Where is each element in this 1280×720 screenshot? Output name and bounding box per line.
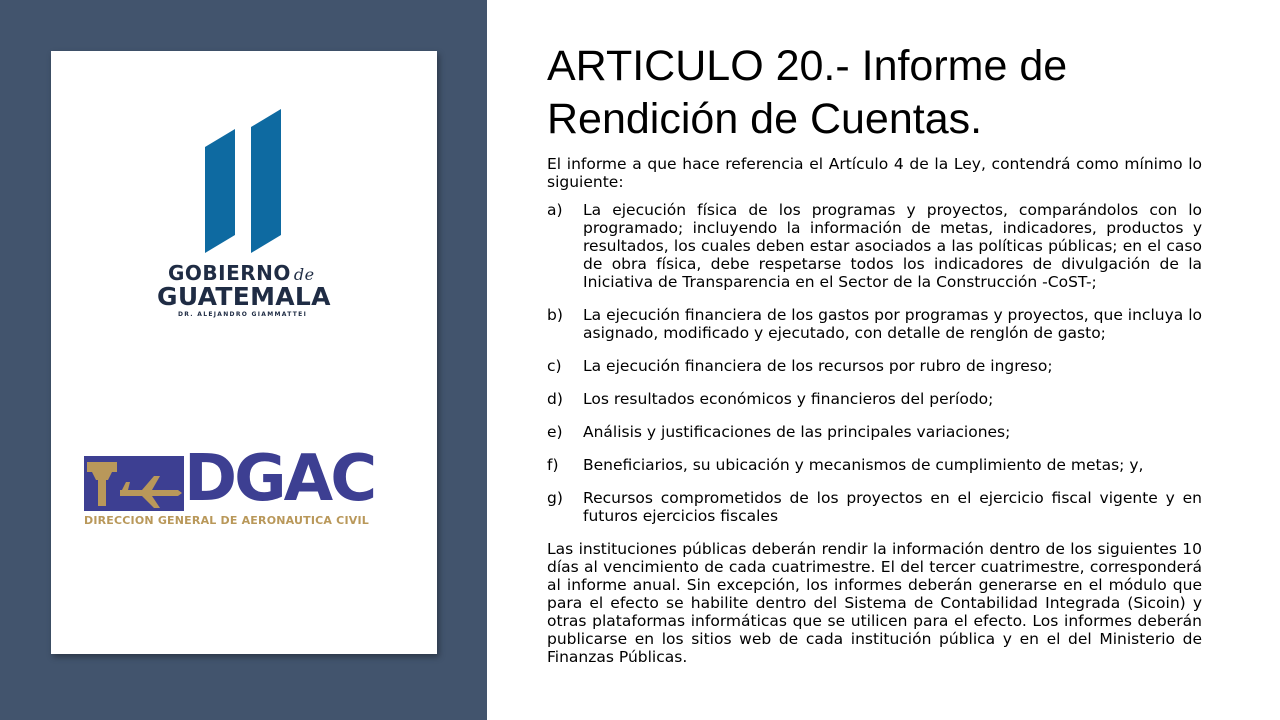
list-item-f [547,456,1202,474]
dgac-subtitle: DIRECCION GENERAL DE AERONAUTICA CIVIL [84,514,369,527]
gobierno-bars-icon [203,109,283,254]
list-item-g [547,489,1202,525]
list-item-b [547,306,1202,342]
list-item-a [547,201,1202,291]
list-item-e [547,423,1202,441]
article-title: ARTICULO 20.- Informe de Rendición de Cuentas. [547,42,1068,143]
dgac-wordmark: DGAC [184,442,375,516]
list-item-letter: b) [547,306,563,324]
list-item-letter: e) [547,423,563,441]
list-item-letter: a) [547,201,563,219]
article-content [547,40,1202,676]
list-item-text: Recursos comprometidos de los proyectos en el ejercicio fiscal vigente y en futuros ejercicios fiscales [583,489,1202,525]
article-closing: Las instituciones públicas deberán rendir la información dentro de los siguientes 10 días al vencimiento de cada cuatrimestre. El del tercer cuatrimestre, corresponderá al informe anual. Sin excepción, los informes deberán generarse en el módulo que para el efecto se habilite dentro del Sistema de Contabilidad Integrada (Sicoin) y otras plataformas informáticas que se utilicen para el efecto. Los informes deberán publicarse en los sitios web de cada institución pública y en el del Ministerio de Finanzas Públicas. [547,540,1202,666]
control-tower-airplane-icon [84,456,184,511]
list-item-letter: c) [547,357,562,375]
list-item-text: Los resultados económicos y financieros del período; [583,390,994,408]
list-item-text: Beneficiarios, su ubicación y mecanismos de cumplimiento de metas; y, [583,456,1144,474]
article-list [547,201,1202,525]
logo-card [51,51,437,654]
list-item-text: La ejecución financiera de los gastos por programas y proyectos, que incluya lo asignado, modificado y ejecutado, con detalle de renglón de gasto; [583,306,1202,342]
list-item-text: Análisis y justificaciones de las principales variaciones; [583,423,1011,441]
article-intro: El informe a que hace referencia el Artículo 4 de la Ley, contendrá como mínimo lo siguiente: [547,155,1202,191]
list-item-letter: g) [547,489,563,507]
list-item-c [547,357,1202,375]
gobierno-subtitle: DR. ALEJANDRO GIAMMATTEI [178,311,308,318]
dgac-logo [84,442,404,531]
gobierno-wordmark: GOBIERNO de [168,261,315,285]
list-item-text: La ejecución financiera de los recursos por rubro de ingreso; [583,357,1053,375]
list-item-d [547,390,1202,408]
list-item-text: La ejecución física de los programas y proyectos, comparándolos con lo programado; incluyendo la información de metas, indicadores, productos y resultados, los cuales deben estar asociados a las políticas públicas; en el caso de obra física, debe respetarse todos los indicadores de divulgación de la Iniciativa de Transparencia en el Sector de la Construcción -CoST-; [583,201,1202,291]
list-item-letter: f) [547,456,559,474]
left-panel [0,0,487,720]
gobierno-guatemala-logo [51,51,437,351]
guatemala-wordmark: GUATEMALA [157,282,331,311]
list-item-letter: d) [547,390,563,408]
